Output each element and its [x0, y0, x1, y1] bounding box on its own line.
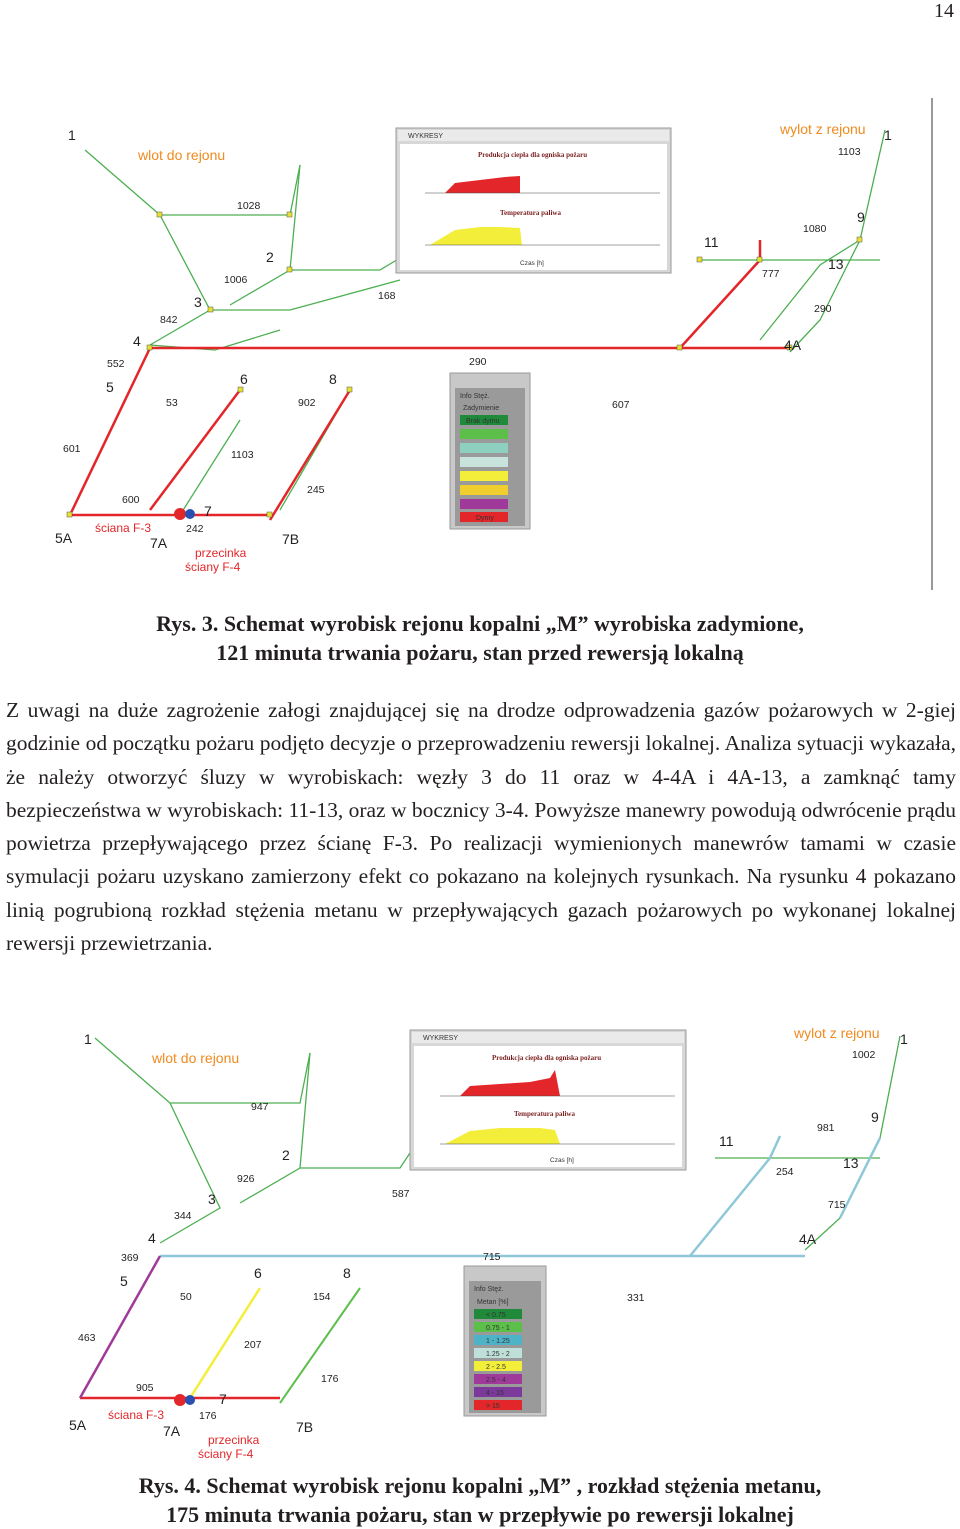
svg-text:3: 3 [208, 1191, 216, 1207]
svg-text:13: 13 [843, 1155, 859, 1171]
crosscut-label: ściany F-4 [198, 1447, 254, 1461]
node-label: 3 [194, 294, 202, 310]
caption-line: Rys. 3. Schemat wyrobisk rejonu kopalni „M” wyrobiska zadymione, [156, 611, 804, 636]
svg-text:8: 8 [343, 1265, 351, 1281]
chart2-xlabel: Czas [h] [550, 1157, 574, 1164]
legend-item: 2 - 2.5 [486, 1364, 506, 1371]
svg-text:5: 5 [120, 1273, 128, 1289]
svg-text:4: 4 [148, 1230, 156, 1246]
page-number: 14 [934, 0, 954, 22]
svg-text:2: 2 [282, 1147, 290, 1163]
inlet-label: wlot do rejonu [152, 1050, 240, 1066]
flow-value: 1006 [224, 274, 248, 286]
svg-text:11: 11 [719, 1133, 734, 1149]
chart2-title: Temperatura paliwa [500, 209, 561, 217]
svg-text:7A: 7A [163, 1423, 181, 1439]
legend-item: 1 - 1.25 [486, 1338, 510, 1345]
flow-value: 176 [321, 1373, 339, 1385]
svg-text:7B: 7B [296, 1419, 314, 1435]
wall-label: ściana F-3 [108, 1408, 165, 1422]
outlet-label: wylot z rejonu [780, 121, 866, 137]
flow-value: 1103 [838, 146, 861, 158]
node-label: 2 [266, 249, 274, 265]
flow-value: 981 [817, 1122, 835, 1134]
flow-value: 902 [298, 397, 316, 409]
outlet-label: wylot z rejonu [794, 1025, 880, 1041]
flow-value: 1002 [852, 1049, 876, 1061]
node-label: 7 [204, 503, 212, 519]
node-label: 4A [784, 337, 802, 353]
chart-window [396, 128, 671, 273]
legend-header: Info Stęż. [474, 1286, 504, 1293]
legend-subheader: Metan [%] [477, 1299, 509, 1306]
flow-value: 905 [136, 1382, 154, 1394]
inlet-label: wlot do rejonu [138, 147, 226, 163]
svg-text:1: 1 [84, 1031, 92, 1047]
figure-3-diagram [0, 90, 960, 600]
node-label: 7A [150, 535, 168, 551]
flow-value: 154 [313, 1291, 331, 1303]
flow-value: 290 [469, 356, 487, 368]
node-label: 1 [68, 127, 76, 143]
legend-item: > 15 [486, 1403, 500, 1410]
flow-value: 176 [199, 1410, 217, 1422]
svg-text:9: 9 [871, 1109, 879, 1125]
legend-item: 4 - 15 [486, 1390, 504, 1397]
chart2-xlabel: Czas [h] [520, 260, 544, 267]
node-label: 11 [704, 234, 719, 250]
flow-value: 242 [186, 523, 204, 535]
legend-item: 0.75 - 1 [486, 1325, 510, 1332]
legend-item: < 0.75 [486, 1312, 506, 1319]
node-label: 1 [884, 127, 892, 143]
flow-value: 245 [307, 484, 325, 496]
svg-text:1: 1 [900, 1031, 908, 1047]
chart-window-title: WYKRESY [423, 1035, 459, 1042]
svg-text:6: 6 [254, 1265, 262, 1281]
svg-text:5A: 5A [69, 1417, 87, 1433]
legend-item: 2.5 - 4 [486, 1377, 506, 1384]
flow-value: 463 [78, 1332, 96, 1344]
node-label: 5A [55, 530, 73, 546]
flow-value: 842 [160, 314, 178, 326]
chart-window-title: WYKRESY [408, 133, 444, 140]
flow-value: 331 [627, 1292, 645, 1304]
caption-line: Rys. 4. Schemat wyrobisk rejonu kopalni „M” , rozkład stężenia metanu, [138, 1473, 822, 1498]
svg-text:7: 7 [219, 1391, 227, 1407]
flow-value: 587 [392, 1188, 410, 1200]
flow-value: 344 [174, 1210, 192, 1222]
chart-window [410, 1030, 686, 1170]
node-label: 4 [133, 333, 141, 349]
legend-bottom-label: Dymy [476, 515, 494, 522]
node-label: 9 [857, 209, 865, 225]
wall-label: ściana F-3 [95, 521, 152, 535]
legend-window [450, 373, 530, 529]
node-label: 13 [828, 256, 844, 272]
svg-text:4A: 4A [799, 1231, 817, 1247]
legend-top-label: Brak dymu [466, 418, 500, 425]
flow-value: 168 [378, 290, 396, 302]
flow-value: 715 [828, 1199, 846, 1211]
figure-4-diagram [0, 1018, 960, 1466]
crosscut-label: przecinka [208, 1433, 260, 1447]
node-label: 7B [282, 531, 300, 547]
crosscut-label: przecinka [195, 546, 247, 560]
flow-value: 1028 [237, 200, 261, 212]
flow-value: 715 [483, 1251, 501, 1263]
flow-value: 50 [180, 1291, 192, 1303]
node-label: 6 [240, 371, 248, 387]
crosscut-label: ściany F-4 [185, 560, 241, 574]
flow-value: 777 [762, 268, 780, 280]
flow-value: 947 [251, 1101, 269, 1113]
flow-value: 254 [776, 1166, 794, 1178]
flow-value: 1080 [803, 223, 827, 235]
figure-3-caption [0, 609, 960, 667]
flow-value: 926 [237, 1173, 255, 1185]
chart1-title: Produkcja ciepła dla ogniska pożaru [492, 1054, 602, 1062]
flow-value: 552 [107, 358, 125, 370]
caption-line: 121 minuta trwania pożaru, stan przed rewersją lokalną [216, 640, 744, 665]
flow-value: 53 [166, 397, 178, 409]
node-label: 5 [106, 379, 114, 395]
flow-value: 600 [122, 494, 140, 506]
flow-value: 369 [121, 1252, 139, 1264]
flow-value: 1103 [231, 449, 254, 461]
chart1-title: Produkcja ciepła dla ogniska pożaru [478, 151, 588, 159]
node-label: 8 [329, 371, 337, 387]
legend-window [464, 1266, 546, 1416]
caption-line: 175 minuta trwania pożaru, stan w przepływie po rewersji lokalnej [166, 1502, 794, 1527]
body-paragraph: Z uwagi na duże zagrożenie załogi znajdującej się na drodze odprowadzenia gazów pożarowych w 2-giej godzinie od początku pożaru podjęto decyzje o przeprowadzeniu rewersji lokalnej. Analiza sytuacji wykazała, że należy otworzyć śluzy w wyrobiskach: węzły 3 do 11 oraz w 4-4A i 4A-13, a zamknąć tamy bezpieczeństwa w wyrobiskach: 11-13, oraz w bocznicy 3-4. Powyższe manewry powodują odwrócenie prądu powietrza przepływającego przez ścianę F-3. Po realizacji wymienionych manewrów tamami w czasie symulacji pożaru uzyskano zamierzony efekt co pokazano na kolejnych rysunkach. Na rysunku 4 pokazano linią pogrubioną rozkład stężenia metanu w przepływających gazach pożarowych po wykonanej lokalnej rewersji przewietrzania. [6, 698, 956, 956]
flow-value: 607 [612, 399, 630, 411]
figure-4-caption [0, 1471, 960, 1529]
legend-subheader: Zadymienie [463, 405, 500, 412]
flow-value: 601 [63, 443, 81, 455]
flow-value: 290 [814, 303, 832, 315]
chart2-title: Temperatura paliwa [514, 1110, 575, 1118]
flow-value: 207 [244, 1339, 262, 1351]
legend-header: Info Stęż. [460, 393, 490, 400]
legend-item: 1.25 - 2 [486, 1351, 510, 1358]
